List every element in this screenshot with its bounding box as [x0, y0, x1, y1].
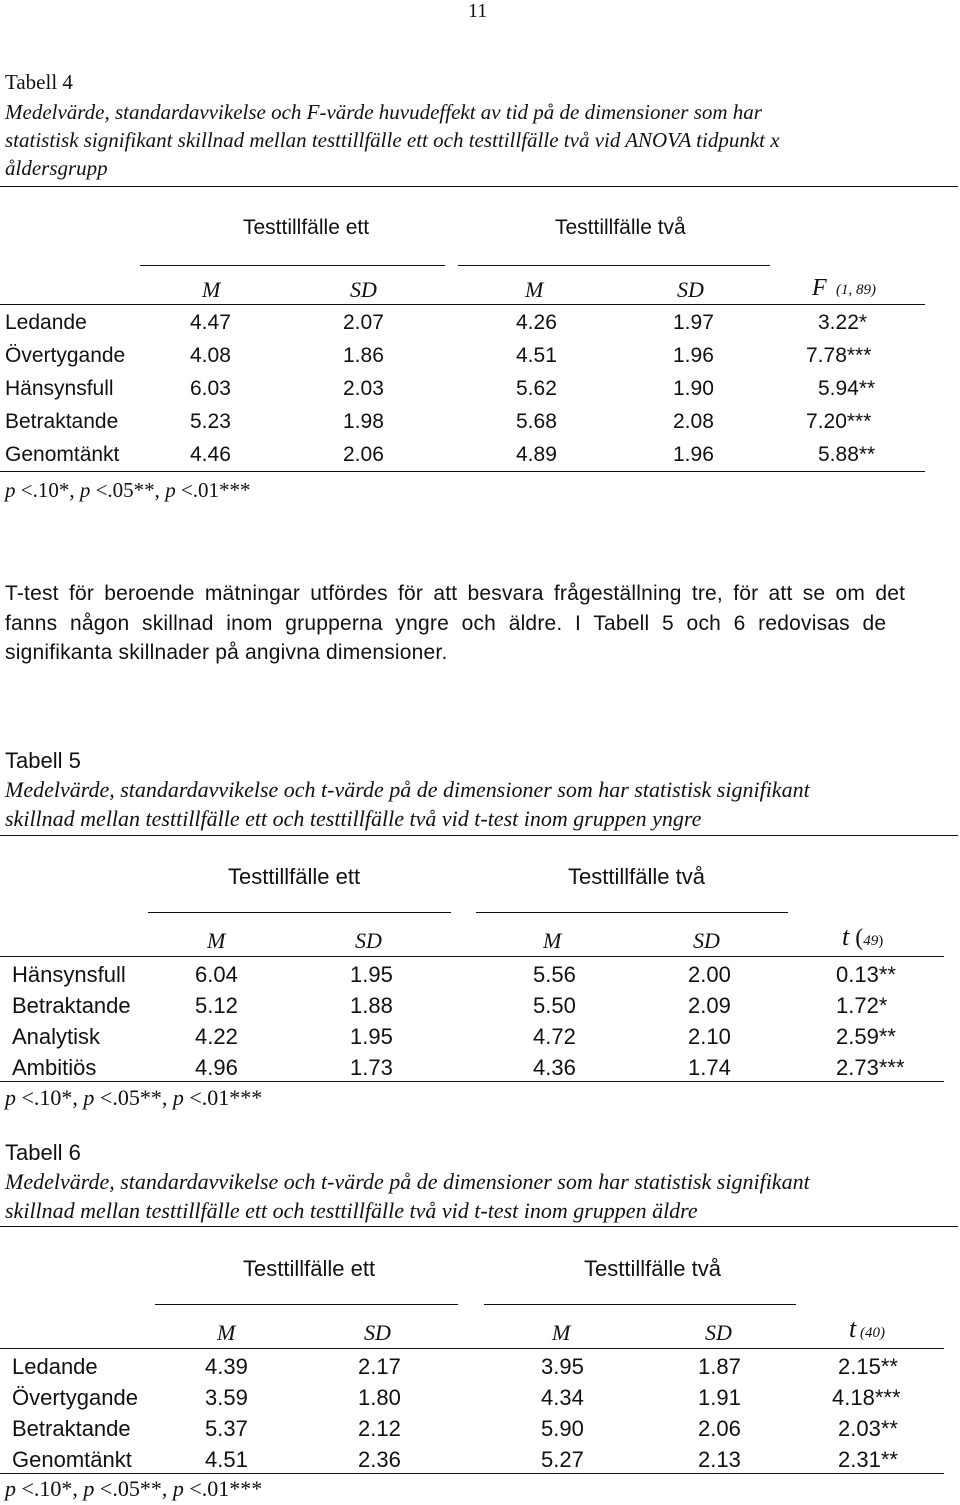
cell-t: 2.59**: [836, 1024, 896, 1049]
group-header: Testtillfälle två: [568, 864, 705, 889]
cell-f: 5.88**: [818, 443, 876, 466]
group-header: Testtillfälle två: [555, 216, 686, 239]
cell-sd1: 2.17: [358, 1354, 401, 1379]
column-header-f: F: [812, 275, 827, 301]
row-label: Analytisk: [12, 1024, 101, 1049]
table-4-label: Tabell 4: [5, 70, 73, 94]
cell-m1: 3.59: [205, 1385, 248, 1410]
row-label: Hänsynsfull: [5, 377, 114, 400]
header-rule: [0, 1348, 944, 1349]
table-6-label: Tabell 6: [5, 1140, 81, 1165]
row-label: Betraktande: [12, 1416, 131, 1441]
cell-t: 1.72*: [836, 993, 888, 1018]
group-header: Testtillfälle ett: [243, 1256, 376, 1281]
cell-sd1: 1.98: [343, 410, 384, 433]
cell-sd2: 2.06: [698, 1416, 741, 1441]
significance-note: p <.10*, p <.05**, p <.01***: [5, 1085, 263, 1110]
cell-m2: 5.50: [533, 993, 576, 1018]
paragraph-line: fanns någon skillnad inom grupperna yngre och äldre. I Tabell 5 och 6 redovisas de: [5, 612, 887, 635]
cell-sd2: 1.90: [673, 377, 714, 400]
column-header-m: M: [207, 928, 226, 953]
cell-m2: 4.26: [516, 311, 557, 334]
cell-sd1: 1.95: [350, 962, 393, 987]
table-top-rule: [0, 835, 958, 836]
column-header-sd: SD: [705, 1320, 732, 1345]
column-header-sd: SD: [677, 277, 704, 302]
cell-sd2: 1.96: [673, 344, 714, 367]
cell-sd1: 1.88: [350, 993, 393, 1018]
group-underline: [484, 1304, 796, 1305]
group-header: Testtillfälle ett: [243, 216, 370, 239]
group-header: Testtillfälle två: [584, 1256, 721, 1281]
column-header-sd: SD: [355, 928, 382, 953]
cell-t: 2.31**: [838, 1447, 898, 1472]
column-header-t: t (40): [849, 1314, 885, 1343]
table-5-caption-line: Medelvärde, standardavvikelse och t-värde på de dimensioner som har statistisk signifikant: [5, 777, 810, 802]
cell-sd2: 1.74: [688, 1055, 731, 1080]
page-number: 11: [468, 0, 488, 22]
cell-t: 4.18***: [832, 1385, 901, 1410]
cell-sd1: 1.95: [350, 1024, 393, 1049]
significance-note: p <.10*, p <.05**, p <.01***: [5, 1476, 263, 1501]
cell-m2: 4.36: [533, 1055, 576, 1080]
cell-m1: 4.39: [205, 1354, 248, 1379]
cell-t: 2.03**: [838, 1416, 898, 1441]
cell-m1: 4.51: [205, 1447, 248, 1472]
cell-sd2: 2.10: [688, 1024, 731, 1049]
cell-sd2: 2.13: [698, 1447, 741, 1472]
column-header-sd: SD: [364, 1320, 391, 1345]
cell-m1: 6.03: [190, 377, 231, 400]
cell-m1: 4.08: [190, 344, 231, 367]
cell-t: 2.73***: [836, 1055, 905, 1080]
cell-f: 7.20***: [806, 410, 872, 433]
column-header-sd: SD: [693, 928, 720, 953]
header-rule: [0, 304, 925, 305]
row-label: Betraktande: [12, 993, 131, 1018]
group-underline: [140, 265, 445, 266]
paragraph-line: T-test för beroende mätningar utfördes för att besvara frågeställning tre, för att se om det: [5, 582, 906, 605]
header-rule: [0, 956, 944, 957]
column-header-t: t (49): [842, 922, 884, 951]
cell-m2: 5.90: [541, 1416, 584, 1441]
paragraph-line: signifikanta skillnader på angivna dimensioner.: [5, 641, 448, 664]
column-header-m: M: [217, 1320, 236, 1345]
cell-m1: 5.12: [195, 993, 238, 1018]
cell-f: 3.22*: [818, 311, 868, 334]
cell-m2: 5.56: [533, 962, 576, 987]
row-label: Genomtänkt: [5, 443, 120, 466]
cell-sd1: 2.12: [358, 1416, 401, 1441]
group-underline: [148, 912, 451, 913]
cell-m2: 3.95: [541, 1354, 584, 1379]
cell-sd1: 2.03: [343, 377, 384, 400]
cell-sd1: 1.73: [350, 1055, 393, 1080]
table-top-rule: [0, 186, 958, 187]
column-header-f-df: (1, 89): [836, 282, 876, 298]
table-4-caption-line: åldersgrupp: [5, 156, 108, 180]
column-header-sd: SD: [350, 277, 377, 302]
cell-m1: 4.96: [195, 1055, 238, 1080]
cell-sd1: 2.06: [343, 443, 384, 466]
group-underline: [458, 265, 770, 266]
table-5-caption-line: skillnad mellan testtillfälle ett och testtillfälle två vid t-test inom gruppen yngre: [5, 806, 702, 831]
cell-m1: 5.37: [205, 1416, 248, 1441]
cell-m2: 4.72: [533, 1024, 576, 1049]
table-4-caption-line: statistisk signifikant skillnad mellan testtillfälle ett och testtillfälle två vid ANOVA tidpunkt x: [5, 128, 780, 152]
table-bottom-rule: [0, 471, 925, 472]
cell-sd1: 1.80: [358, 1385, 401, 1410]
cell-t: 2.15**: [838, 1354, 898, 1379]
cell-sd1: 1.86: [343, 344, 384, 367]
cell-m2: 5.62: [516, 377, 557, 400]
table-bottom-rule: [0, 1473, 944, 1474]
cell-m1: 4.47: [190, 311, 231, 334]
group-underline: [476, 912, 788, 913]
column-header-m: M: [202, 277, 221, 302]
cell-sd2: 1.96: [673, 443, 714, 466]
group-header: Testtillfälle ett: [228, 864, 361, 889]
cell-f: 5.94**: [818, 377, 876, 400]
cell-m1: 4.46: [190, 443, 231, 466]
column-header-m: M: [543, 928, 562, 953]
cell-sd2: 2.09: [688, 993, 731, 1018]
table-6-caption-line: Medelvärde, standardavvikelse och t-värde på de dimensioner som har statistisk signifikant: [5, 1169, 810, 1194]
cell-sd2: 1.87: [698, 1354, 741, 1379]
cell-sd1: 2.36: [358, 1447, 401, 1472]
cell-m1: 6.04: [195, 962, 238, 987]
table-6-caption-line: skillnad mellan testtillfälle ett och testtillfälle två vid t-test inom gruppen äldre: [5, 1198, 698, 1223]
row-label: Genomtänkt: [12, 1447, 132, 1472]
table-4-caption-line: Medelvärde, standardavvikelse och F-värde huvudeffekt av tid på de dimensioner som har: [5, 100, 762, 124]
group-underline: [155, 1304, 458, 1305]
cell-m2: 4.51: [516, 344, 557, 367]
cell-m2: 5.68: [516, 410, 557, 433]
row-label: Ledande: [12, 1354, 98, 1379]
significance-note: p <.10*, p <.05**, p <.01***: [5, 478, 251, 502]
cell-f: 7.78***: [806, 344, 872, 367]
row-label: Övertygande: [5, 344, 126, 367]
column-header-m: M: [552, 1320, 571, 1345]
column-header-m: M: [525, 277, 544, 302]
row-label: Ambitiös: [12, 1055, 97, 1080]
table-5-label: Tabell 5: [5, 748, 81, 773]
cell-m1: 4.22: [195, 1024, 238, 1049]
cell-t: 0.13**: [836, 962, 896, 987]
cell-sd2: 1.91: [698, 1385, 741, 1410]
cell-m1: 5.23: [190, 410, 231, 433]
cell-m2: 4.89: [516, 443, 557, 466]
table-top-rule: [0, 1226, 958, 1227]
cell-sd1: 2.07: [343, 311, 384, 334]
cell-sd2: 2.00: [688, 962, 731, 987]
row-label: Övertygande: [12, 1385, 138, 1410]
cell-m2: 5.27: [541, 1447, 584, 1472]
cell-m2: 4.34: [541, 1385, 584, 1410]
cell-sd2: 1.97: [673, 311, 714, 334]
row-label: Betraktande: [5, 410, 119, 433]
row-label: Ledande: [5, 311, 87, 334]
row-label: Hänsynsfull: [12, 962, 126, 987]
table-bottom-rule: [0, 1081, 944, 1082]
cell-sd2: 2.08: [673, 410, 714, 433]
